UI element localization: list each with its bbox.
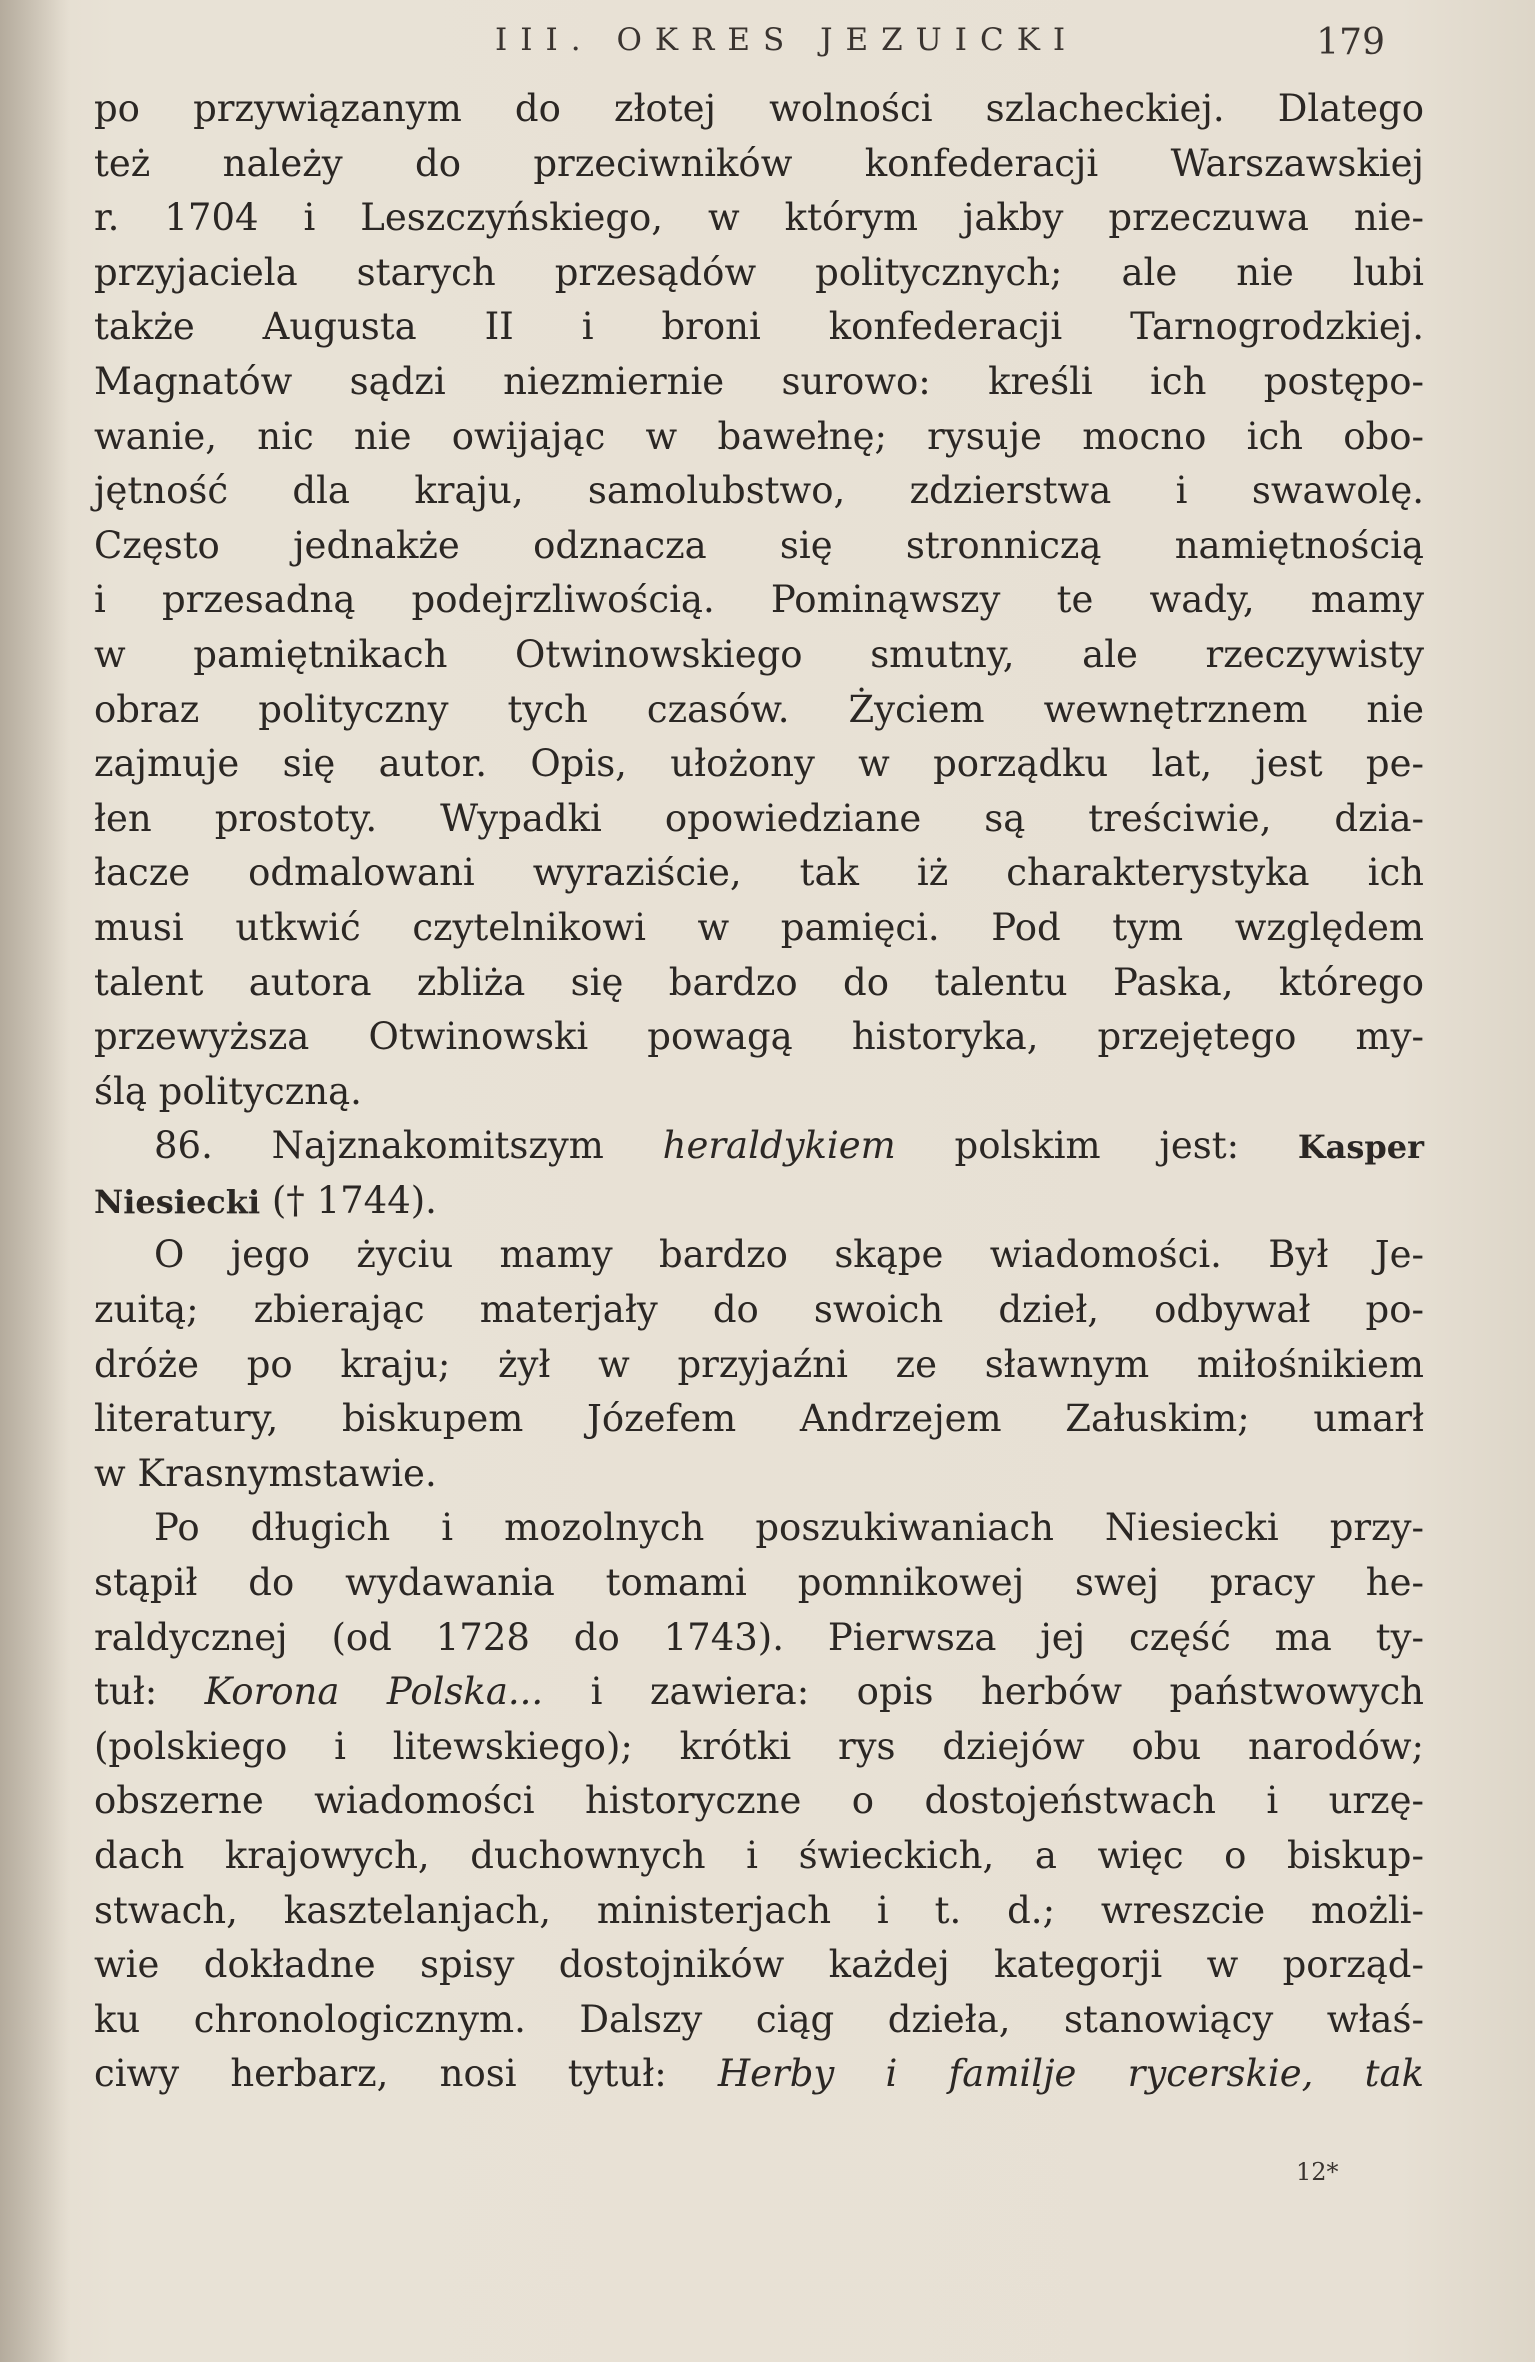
italic-text: Herby i familje rycerskie, — [717, 2052, 1314, 2096]
text-segment: stwach, kasztelanjach, ministerjach i t. d.; wreszcie możli- — [94, 1888, 1424, 1932]
text-line — [94, 519, 1424, 574]
text-segment: i przesadną podejrzliwością. Pominąwszy te wady, mamy — [94, 578, 1424, 622]
text-line — [94, 1884, 1424, 1939]
italic-text: Korona Polska... — [204, 1670, 544, 1714]
text-line — [94, 1993, 1424, 2048]
text-line — [94, 1720, 1424, 1775]
text-segment: zajmuje się autor. Opis, ułożony w porządku lat, jest pe- — [94, 742, 1424, 786]
text-line — [94, 1338, 1424, 1393]
text-line — [94, 683, 1424, 738]
text-segment: jętność dla kraju, samolubstwo, zdzierstwa i swawolę. — [94, 469, 1424, 513]
text-segment: Często jednakże odznacza się stronniczą namiętnością — [94, 523, 1424, 567]
body-text — [94, 82, 1424, 2102]
text-segment: talent autora zbliża się bardzo do talentu Paska, którego — [94, 960, 1424, 1004]
text-line — [94, 1065, 1424, 1120]
text-segment: tuł: — [94, 1670, 205, 1714]
text-segment: dróże po kraju; żył w przyjaźni ze sławnym miłośnikiem — [94, 1342, 1424, 1386]
running-head-title: III. OKRES JEZUICKI — [495, 22, 1079, 58]
text-segment: i zawiera: opis herbów państwowych — [543, 1670, 1424, 1714]
text-line — [94, 1174, 1424, 1229]
text-segment: przewyższa Otwinowski powagą historyka, przejętego my- — [94, 1015, 1424, 1059]
text-segment: r. 1704 i Leszczyńskiego, w którym jakby przeczuwa nie- — [94, 196, 1424, 240]
text-line — [94, 82, 1424, 137]
text-segment: 86. Najznakomitszym — [154, 1124, 663, 1168]
signature-mark: 12* — [1296, 2158, 1339, 2186]
text-segment: musi utkwić czytelnikowi w pamięci. Pod tym względem — [94, 905, 1424, 949]
text-segment: († 1744). — [260, 1178, 437, 1222]
text-segment: po przywiązanym do złotej wolności szlacheckiej. Dlatego — [94, 87, 1424, 130]
text-segment: zuitą; zbierając materjały do swoich dzieł, odbywał po- — [94, 1288, 1424, 1332]
italic-text: heraldykiem — [662, 1124, 896, 1168]
running-head — [0, 22, 1535, 72]
text-line — [94, 246, 1424, 301]
text-line — [94, 1119, 1424, 1174]
text-line — [94, 628, 1424, 683]
page-number: 179 — [1316, 22, 1385, 63]
text-line — [94, 737, 1424, 792]
text-line — [94, 1010, 1424, 1065]
text-segment: raldycznej (od 1728 do 1743). Pierwsza jej część ma ty- — [94, 1615, 1424, 1659]
text-line — [94, 1228, 1424, 1283]
text-line — [94, 1938, 1424, 1993]
text-segment: w Krasnymstawie. — [94, 1451, 437, 1495]
text-segment: dach krajowych, duchownych i świeckich, a więc o biskup- — [94, 1834, 1424, 1877]
text-line — [94, 1283, 1424, 1338]
text-segment: Magnatów sądzi niezmiernie surowo: kreśli ich postępo- — [94, 359, 1424, 403]
text-segment: Po długich i mozolnych poszukiwaniach Niesiecki przy- — [154, 1506, 1424, 1550]
text-segment: łacze odmalowani wyraziście, tak iż charakterystyka ich — [94, 851, 1424, 895]
text-line — [94, 2047, 1424, 2102]
text-segment: przyjaciela starych przesądów politycznych; ale nie lubi — [94, 250, 1424, 294]
text-line — [94, 1774, 1424, 1829]
text-segment: (polskiego i litewskiego); krótki rys dziejów obu narodów; — [94, 1724, 1424, 1768]
text-segment: stąpił do wydawania tomami pomnikowej swej pracy he- — [94, 1561, 1424, 1605]
text-line — [94, 573, 1424, 628]
text-line — [94, 410, 1424, 465]
text-segment — [1313, 2052, 1364, 2095]
bold-text: Niesiecki — [94, 1182, 261, 1221]
text-segment: O jego życiu mamy bardzo skąpe wiadomości. Był Je- — [154, 1233, 1424, 1277]
text-segment: obszerne wiadomości historyczne o dostojeństwach i urzę- — [94, 1779, 1424, 1823]
text-line — [94, 191, 1424, 246]
text-segment: ślą polityczną. — [94, 1069, 362, 1113]
text-segment: także Augusta II i broni konfederacji Tarnogrodzkiej. — [94, 305, 1424, 349]
text-line — [94, 792, 1424, 847]
italic-text: tak — [1364, 2052, 1424, 2096]
text-segment: ku chronologicznym. Dalszy ciąg dzieła, stanowiący właś- — [94, 1997, 1424, 2041]
text-line — [94, 355, 1424, 410]
spine-shadow — [0, 0, 70, 2362]
text-line — [94, 1556, 1424, 1611]
text-segment: też należy do przeciwników konfederacji Warszawskiej — [94, 141, 1424, 185]
text-segment: wanie, nic nie owijając w bawełnę; rysuje mocno ich obo- — [94, 414, 1424, 458]
text-line — [94, 300, 1424, 355]
text-line — [94, 1665, 1424, 1720]
text-segment: literatury, biskupem Józefem Andrzejem Załuskim; umarł — [94, 1397, 1424, 1441]
text-line — [94, 1447, 1424, 1502]
text-line — [94, 1611, 1424, 1666]
text-segment: w pamiętnikach Otwinowskiego smutny, ale rzeczywisty — [94, 632, 1424, 676]
text-line — [94, 137, 1424, 192]
text-line — [94, 901, 1424, 956]
text-line — [94, 1501, 1424, 1556]
text-line — [94, 956, 1424, 1011]
text-segment: wie dokładne spisy dostojników każdej kategorji w porząd- — [94, 1943, 1424, 1987]
text-segment: polskim jest: — [895, 1124, 1298, 1168]
text-line — [94, 1829, 1424, 1884]
text-segment: obraz polityczny tych czasów. Życiem wewnętrznem nie — [94, 687, 1424, 731]
text-line — [94, 846, 1424, 901]
text-segment: ciwy herbarz, nosi tytuł: — [94, 2052, 718, 2096]
text-segment: łen prostoty. Wypadki opowiedziane są treściwie, dzia- — [94, 796, 1424, 840]
bold-text: Kasper — [1297, 1128, 1424, 1167]
text-line — [94, 1392, 1424, 1447]
text-line — [94, 464, 1424, 519]
